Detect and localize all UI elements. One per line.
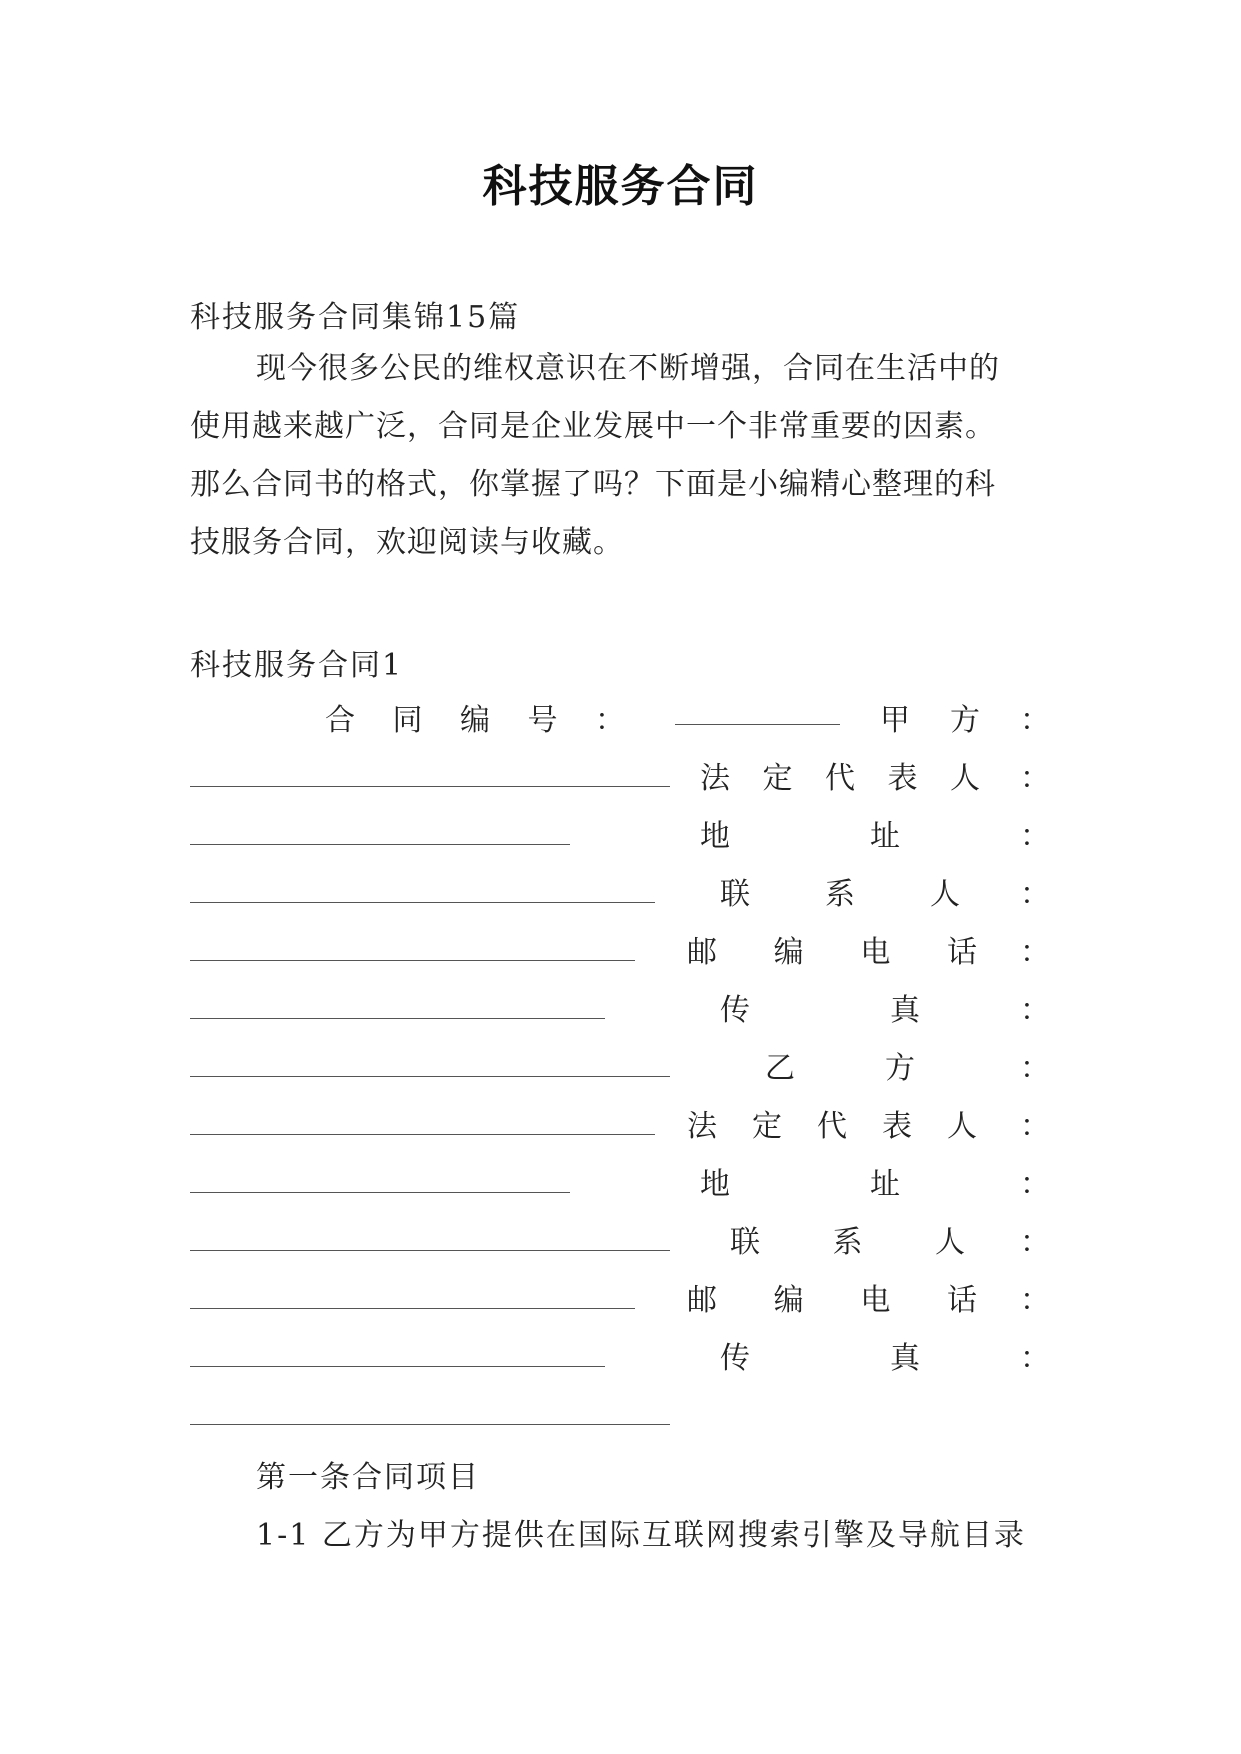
contract-number-row [190,695,1050,738]
contract-number-label: 合 同 编 号 ： [325,703,625,738]
field-label: 传 真 [720,1341,920,1376]
field-colon: ： [1020,877,1050,912]
field-label: 地 址 [700,1167,900,1202]
field-blank[interactable] [190,902,655,903]
article-text: 1-1 乙方为甲方提供在国际互联网搜索引擎及导航目录 [256,1518,1026,1553]
fax-blank[interactable] [190,1424,670,1425]
collection-heading: 科技服务合同集锦15篇 [190,300,521,335]
field-colon: ： [1020,1225,1050,1260]
field-label: 法 定 代 表 人 [700,761,980,796]
field-row [190,869,1050,912]
field-label: 邮 编 电 话 [687,935,977,970]
field-blank[interactable] [190,1250,670,1251]
field-row [190,1333,1050,1376]
field-label: 传 真 [720,993,920,1028]
field-colon: ： [1020,1109,1050,1144]
field-blank[interactable] [190,1308,635,1309]
field-colon: ： [1020,1283,1050,1318]
intro-line-2: 使用越来越广泛，合同是企业发展中一个非常重要的因素。 [190,409,996,444]
field-row [190,1217,1050,1260]
field-label: 联 系 人 [720,877,960,912]
field-colon: ： [1020,1051,1050,1086]
field-colon: ： [1020,819,1050,854]
party-a-colon: ： [1020,703,1050,738]
field-colon: ： [1020,935,1050,970]
party-a-blank[interactable] [190,786,670,787]
field-row [190,811,1050,854]
field-label: 联 系 人 [730,1225,965,1260]
field-row [190,927,1050,970]
contract-number-blank[interactable] [675,724,840,725]
field-row [190,753,1050,796]
field-row [190,1391,1040,1431]
field-colon: ： [1020,761,1050,796]
intro-line-4: 技服务合同，欢迎阅读与收藏。 [190,525,624,560]
field-blank[interactable] [190,1076,670,1077]
party-b-blank[interactable] [190,1134,655,1135]
field-row [190,1043,1050,1086]
field-blank[interactable] [190,844,570,845]
field-row [190,1159,1050,1202]
intro-paragraph [190,340,1060,572]
contract-heading: 科技服务合同1 [190,648,404,683]
article-heading: 第一条合同项目 [256,1460,480,1495]
field-row [190,1101,1050,1144]
field-blank[interactable] [190,960,635,961]
field-blank[interactable] [190,1018,605,1019]
field-colon: ： [1020,993,1050,1028]
field-blank[interactable] [190,1366,605,1367]
field-label: 法 定 代 表 人 [687,1109,977,1144]
party-b-label: 乙 方 [765,1051,915,1086]
intro-line-3: 那么合同书的格式，你掌握了吗？下面是小编精心整理的科 [190,467,996,502]
party-a-label: 甲 方 [880,703,980,738]
document-title: 科技服务合同 [482,161,759,212]
field-row [190,985,1050,1028]
field-label: 地 址 [700,819,900,854]
field-row [190,1275,1050,1318]
intro-line-1: 现今很多公民的维权意识在不断增强，合同在生活中的 [256,351,1000,386]
field-colon: ： [1020,1341,1050,1376]
field-blank[interactable] [190,1192,570,1193]
field-label: 邮 编 电 话 [687,1283,977,1318]
field-colon: ： [1020,1167,1050,1202]
